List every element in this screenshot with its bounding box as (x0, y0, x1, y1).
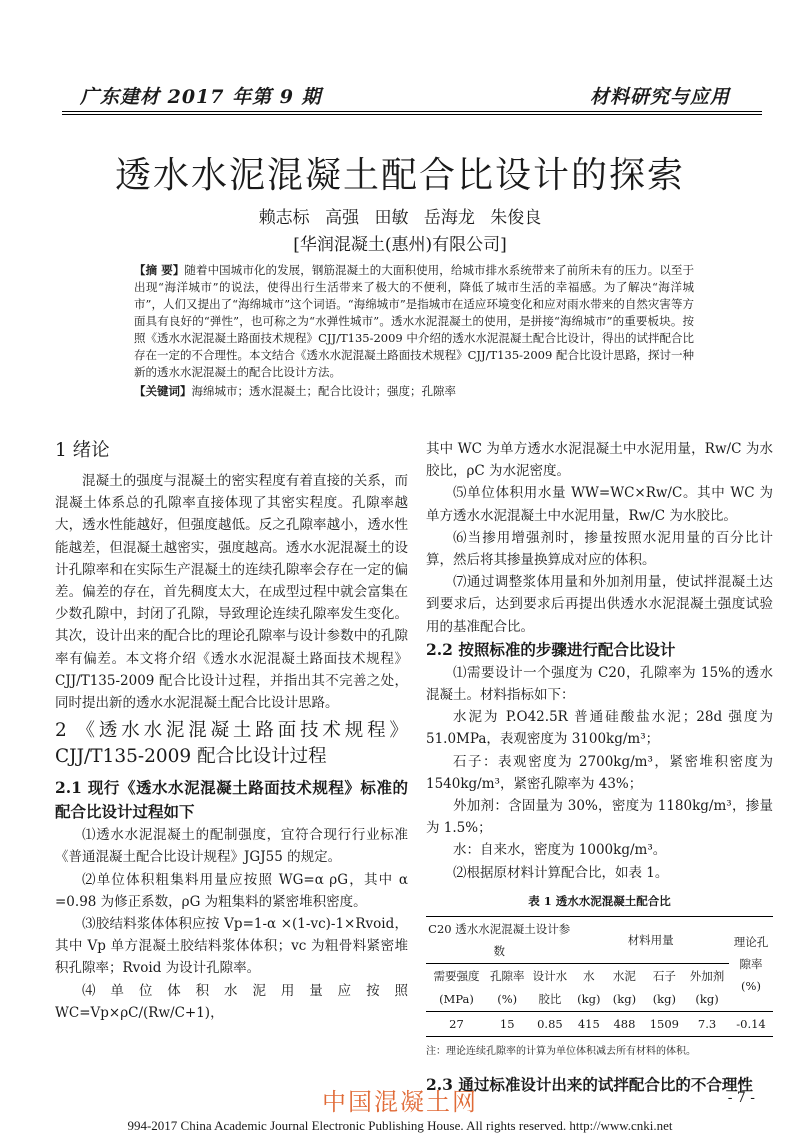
cement-spec: 水泥为 P.O42.5R 普通硅酸盐水泥；28d 强度为 51.0MPa，表观密度为 3100kg/m³； (426, 709, 773, 748)
table-cell: 415 (577, 1016, 600, 1031)
col-header: 需要强度(MPa) (433, 969, 480, 1006)
step-4-cont: 其中 WC 为单方透水水泥混凝土中水泥用量，Rw/C 为水胶比，ρC 为水泥密度。 (426, 441, 773, 480)
page-number: - 7 - (727, 1090, 755, 1106)
heading-2-1: 2.1 现行《透水水泥混凝土路面技术规程》标准的配合比设计过程如下 (55, 778, 408, 822)
section-header: 材料研究与应用 (589, 86, 730, 108)
table-note: 注：理论连续孔隙率的计算为单位体积减去所有材料的体积。 (426, 1046, 696, 1058)
col-theory-porosity: 理论孔隙率(%) (733, 934, 769, 994)
mix-table (426, 916, 773, 1037)
right-column (426, 438, 773, 1097)
table-cell: 15 (499, 1016, 515, 1031)
table-cell: 0.85 (537, 1016, 563, 1031)
step-2: ⑵单位体积粗集料用量应按照 WG=α ρG，其中 α =0.98 为修正系数，ρG 为粗集料的紧密堆积密度。 (55, 871, 408, 910)
heading-section-2: 2 《透水水泥混凝土路面技术规程》CJJ/T135-2009 配合比设计过程 (55, 720, 408, 768)
keywords-label: 【关键词】 (134, 384, 192, 398)
copyright-footer: 994-2017 China Academic Journal Electronic Publishing House. All rights reserved. http://www.cnki.net (127, 1118, 673, 1133)
abstract (134, 262, 694, 381)
left-column (55, 438, 408, 1024)
affiliation: [华润混凝土(惠州)有限公司] (293, 235, 507, 255)
abstract-text: 随着中国城市化的发展，钢筋混凝土的大面积使用，给城市排水系统带来了前所未有的压力。以至于出现“海洋城市”的说法，使得出行生活带来了极大的不便利，降低了城市生活的幸福感。为了解决“海洋城市”，人们又提出了“海绵城市”这个词语。“海绵城市”是指城市在适应环境变化和应对雨水带来的自然灾害等方面具有良好的“弹性”，也可称之为“水弹性城市”。透水水泥混凝土的使用，是拼接“海绵城市”的重要板块。按照《透水水泥混凝土路面技术规程》CJJ/T135-2009 中介绍的透水水泥混凝土配合比设计，得出的试拌配合比存在一定的不合理性。本文结合《透水水泥混凝土路面技术规程》CJJ/T135-2009 配合比设计思路，探讨一种新的透水水泥混凝土的配合比设计方法。 (134, 263, 694, 379)
col-header: 设计水胶比 (532, 969, 568, 1006)
keywords (134, 383, 694, 399)
table-cell: 488 (613, 1016, 636, 1031)
stone-spec: 石子：表观密度为 2700kg/m³，紧密堆积密度为 1540kg/m³，紧密孔隙率为 43%； (426, 753, 773, 792)
watermark: 中国混凝土网 (322, 1088, 478, 1116)
paper-title: 透水水泥混凝土配合比设计的探索 (114, 155, 685, 196)
step-6: ⑹当掺用增强剂时，掺量按照水泥用量的百分比计算，然后将其掺量换算成对应的体积。 (426, 529, 773, 569)
col-header: 外加剂(kg) (689, 969, 725, 1006)
heading-intro: 1 绪论 (55, 440, 110, 461)
step-7: ⑺通过调整浆体用量和外加剂用量，使试拌混凝土达到要求后，达到要求后再提出供透水水泥混凝土强度试验用的基准配合比。 (426, 574, 773, 635)
header-rule (62, 111, 762, 112)
table-cell: 7.3 (697, 1016, 717, 1031)
step-5: ⑸单位体积用水量 WW=WC×Rw/C。其中 WC 为单方透水水泥混凝土中水泥用量，Rw/C 为水胶比。 (426, 485, 773, 524)
journal-header: 广东建材 2017 年第 9 期 (80, 86, 322, 108)
step-3: ⑶胶结料浆体体积应按 Vp=1-α ×(1-vc)-1×Rvoid，其中 Vp 单方混凝土胶结料浆体体积；vc 为粗骨料紧密堆积孔隙率；Rvoid 为设计孔隙率。 (55, 916, 408, 977)
header-rule-2 (62, 114, 762, 115)
calc-note: ⑵根据原材料计算配合比，如表 1。 (453, 864, 669, 881)
intro-paragraph: 混凝土的强度与混凝土的密实程度有着直接的关系，而混凝土体系总的孔隙率直接体现了其密实程度。孔隙率越大，透水性能越好，但强度越低。反之孔隙率越小，透水性能越差，但混凝土越密实，强度越高。透水水泥混凝土的设计孔隙率和在实际生产混凝土的连续孔隙率会存在一定的偏差。偏差的存在，首先稠度太大，在成型过程中就会富集在少数孔隙中，封闭了孔隙，导致理论连续孔隙率发生变化。其次，设计出来的配合比的理论孔隙率与设计参数中的孔隙率有偏差。本文将介绍《透水水泥混凝土路面技术规程》CJJ/T135-2009 配合比设计过程，并指出其不完善之处，同时提出新的透水水泥混凝土配合比设计思路。 (55, 473, 408, 712)
step-4: ⑷单位体积水泥用量应按照 WC=Vp×ρC/(Rw/C+1)， (55, 982, 408, 1021)
abstract-label: 【摘 要】 (134, 263, 185, 277)
heading-2-3: 2.3 通过标准设计出来的试拌配合比的不合理性 (426, 1075, 753, 1095)
step-1: ⑴透水水泥混凝土的配制强度，宜符合现行行业标准《普通混凝土配合比设计规程》JGJ55 的规定。 (55, 827, 408, 866)
table-row (426, 1011, 773, 1036)
group-design-params: C20 透水水泥混凝土设计参数 (428, 922, 571, 959)
admixture-spec: 外加剂：含固量为 30%，密度为 1180kg/m³，掺量为 1.5%； (426, 798, 773, 837)
col-header: 水泥(kg) (612, 969, 637, 1006)
table-caption: 表 1 透水水泥混凝土配合比 (528, 893, 671, 908)
col-header: 石子(kg) (652, 969, 676, 1006)
heading-2-2: 2.2 按照标准的步骤进行配合比设计 (426, 639, 676, 659)
col-header: 水(kg) (577, 969, 601, 1006)
table-cell: 27 (449, 1016, 464, 1031)
design-intro: ⑴需要设计一个强度为 C20，孔隙率为 15%的透水混凝土。材料指标如下： (426, 664, 773, 704)
authors: 赖志标 高强 田敏 岳海龙 朱俊良 (258, 208, 542, 228)
table-cell: -0.14 (736, 1016, 766, 1031)
keywords-text: 海绵城市；透水混凝土；配合比设计；强度；孔隙率 (191, 384, 456, 398)
table-cell: 1509 (649, 1016, 679, 1031)
group-material: 材料用量 (627, 933, 674, 948)
water-spec: 水：自来水，密度为 1000kg/m³。 (453, 842, 667, 859)
col-header: 孔隙率(%) (489, 969, 525, 1006)
